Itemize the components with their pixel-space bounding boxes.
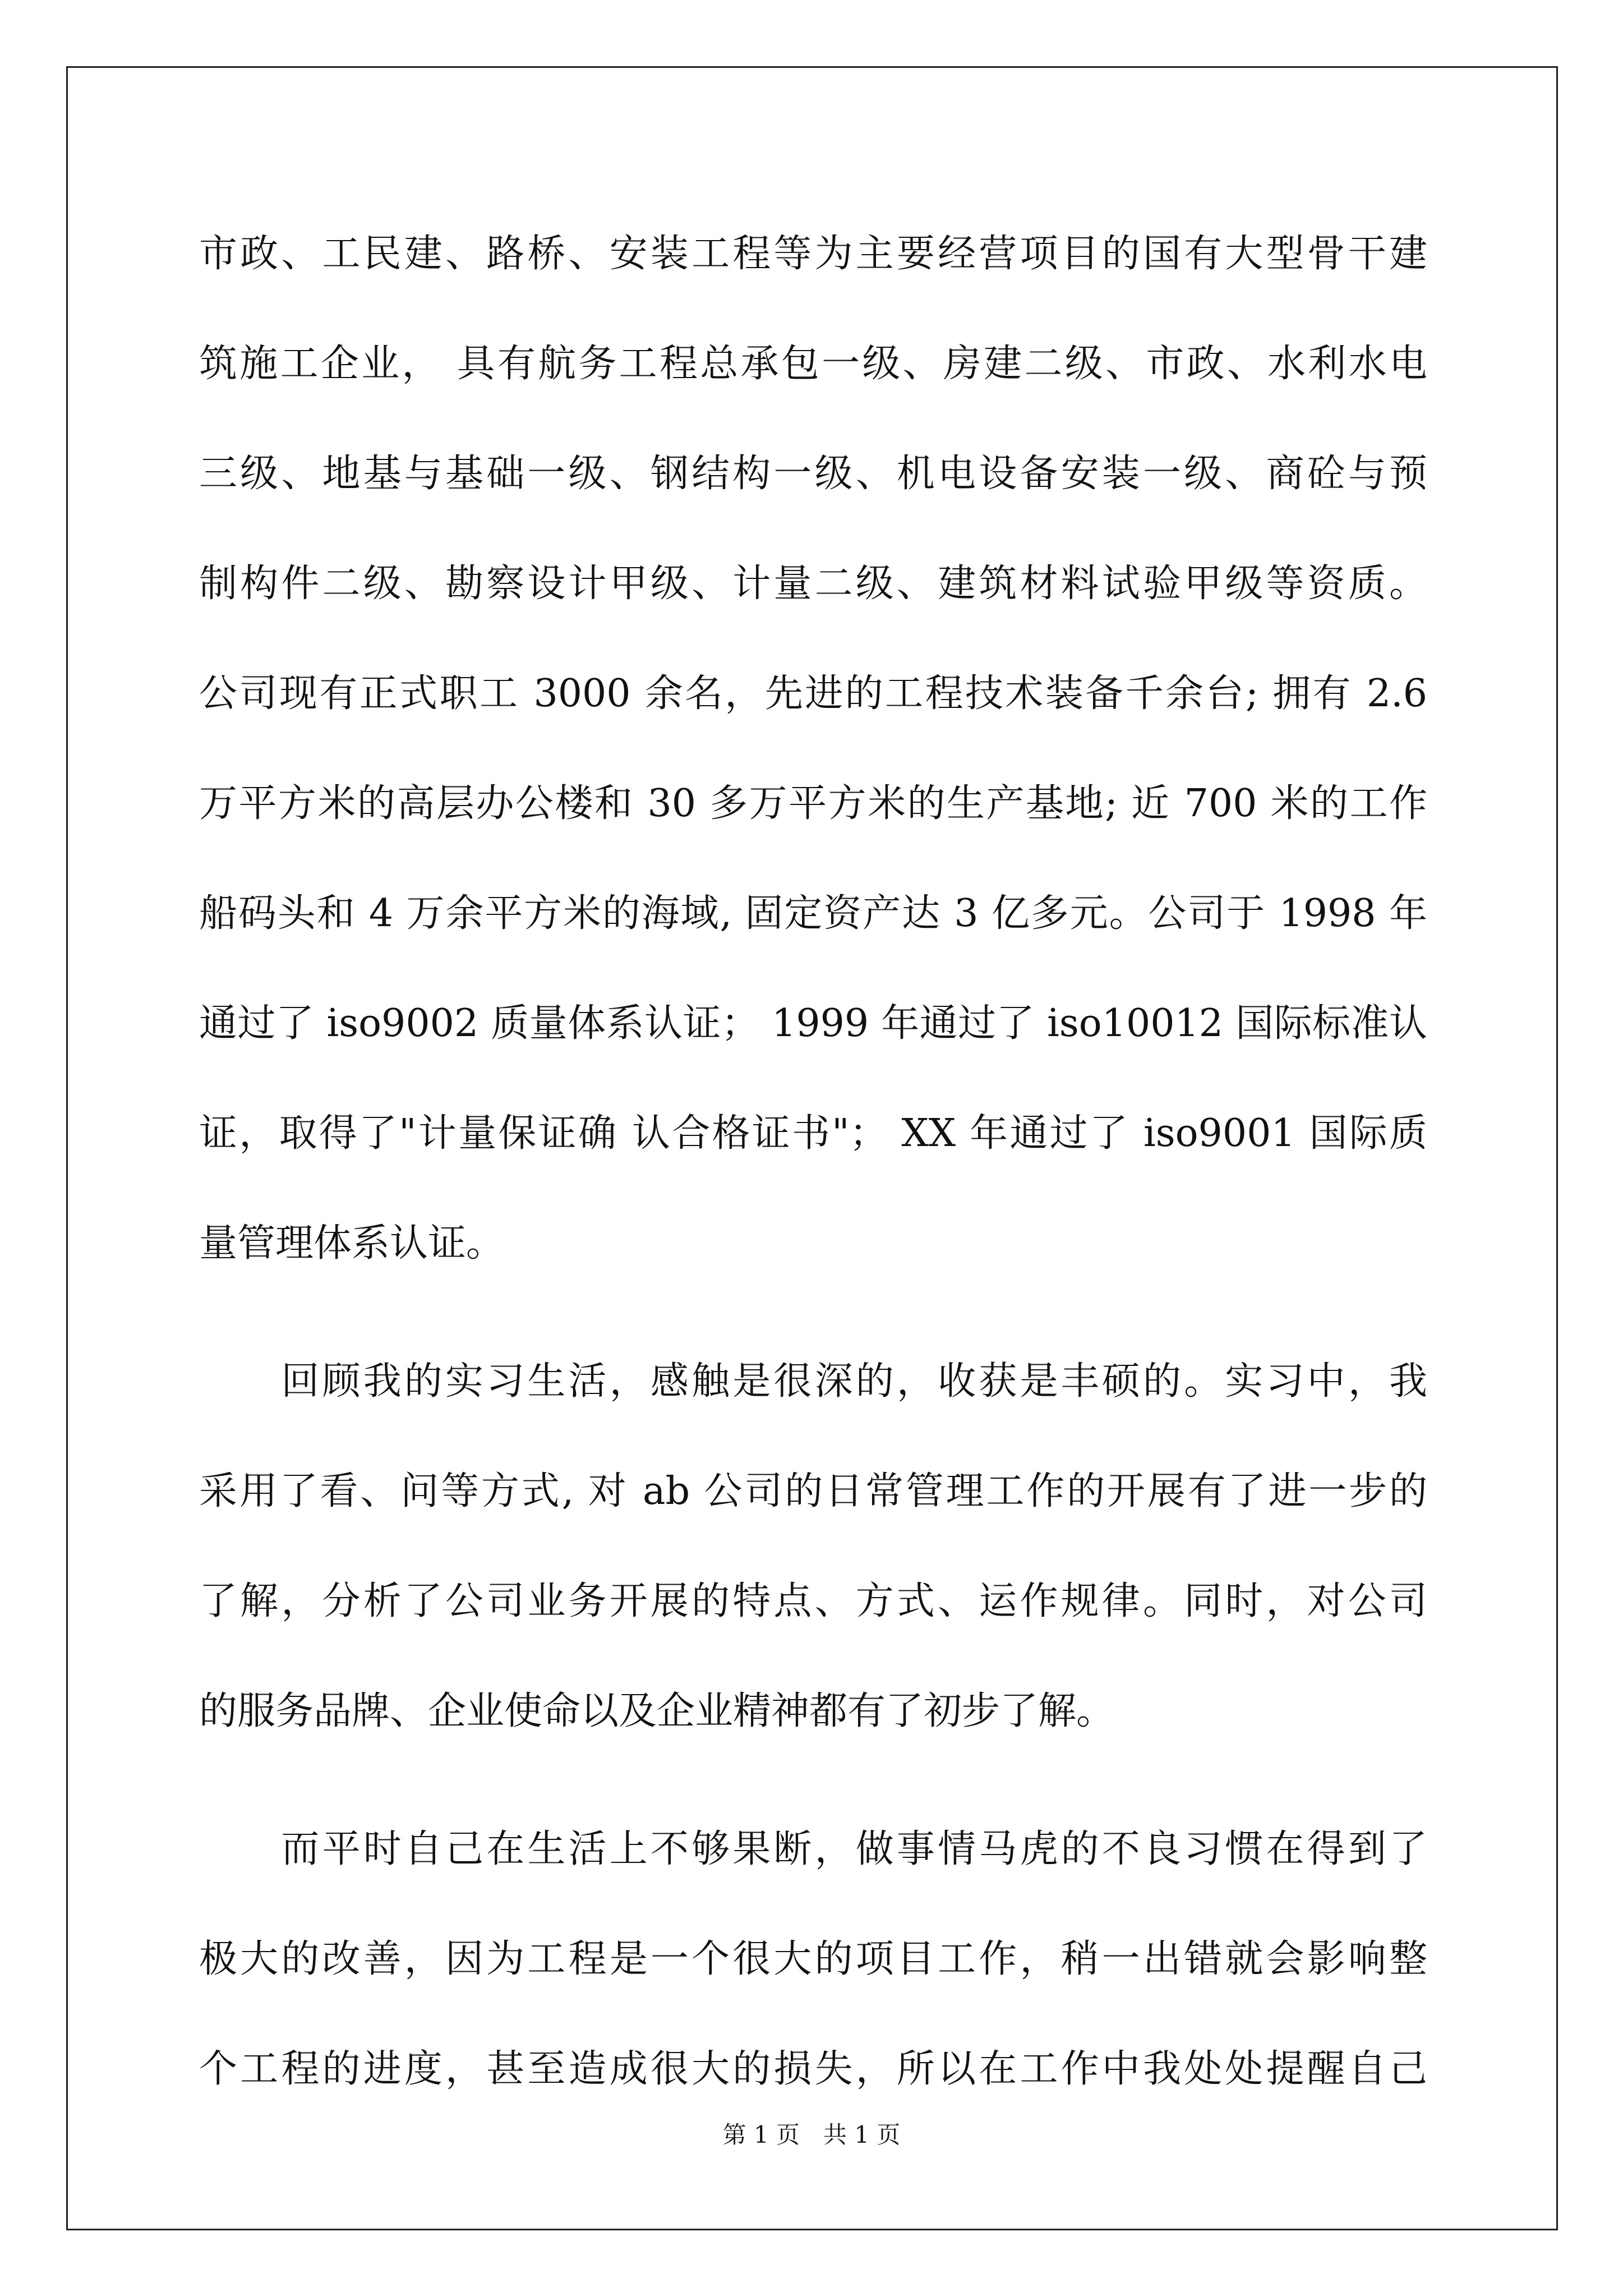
text-line: 三级、地基与基础一级、钢结构一级、机电设备安装一级、商砼与预 bbox=[199, 452, 1427, 496]
text-line: 量管理体系认证。 bbox=[199, 1221, 505, 1266]
text-line: 市政、工民建、路桥、安装工程等为主要经营项目的国有大型骨干建 bbox=[199, 232, 1427, 276]
text-line: 而平时自己在生活上不够果断，做事情马虎的不良习惯在得到了 bbox=[199, 1827, 1427, 1871]
text-line: 个工程的进度，甚至造成很大的损失，所以在工作中我处处提醒自己 bbox=[199, 2047, 1427, 2091]
text-line: 采用了看、问等方式, 对 ab 公司的日常管理工作的开展有了进一步的 bbox=[199, 1469, 1427, 1513]
document-body bbox=[199, 199, 1427, 2124]
text-line: 制构件二级、勘察设计甲级、计量二级、建筑材料试验甲级等资质。 bbox=[199, 562, 1427, 606]
text-line: 回顾我的实习生活，感触是很深的，收获是丰硕的。实习中，我 bbox=[199, 1359, 1427, 1404]
text-line: 通过了 iso9002 质量体系认证； 1999 年通过了 iso10012 国际标准认 bbox=[199, 1001, 1427, 1046]
text-line: 的服务品牌、企业使命以及企业精神都有了初步了解。 bbox=[199, 1689, 1115, 1733]
page-number-footer: 第 1 页 共 1 页 bbox=[722, 2121, 901, 2148]
text-line: 极大的改善，因为工程是一个很大的项目工作，稍一出错就会影响整 bbox=[199, 1937, 1427, 1981]
text-line: 船码头和 4 万余平方米的海域, 固定资产达 3 亿多元。公司于 1998 年 bbox=[199, 891, 1427, 936]
text-line: 万平方米的高层办公楼和 30 多万平方米的生产基地; 近 700 米的工作 bbox=[199, 781, 1427, 826]
text-line: 证，取得了"计量保证确 认合格证书"； XX 年通过了 iso9001 国际质 bbox=[199, 1111, 1427, 1156]
text-line: 公司现有正式职工 3000 余名，先进的工程技术装备千余台; 拥有 2.6 bbox=[199, 671, 1427, 716]
text-line: 了解，分析了公司业务开展的特点、方式、运作规律。同时，对公司 bbox=[199, 1579, 1427, 1623]
text-line: 筑施工企业， 具有航务工程总承包一级、房建二级、市政、水利水电 bbox=[199, 342, 1427, 386]
